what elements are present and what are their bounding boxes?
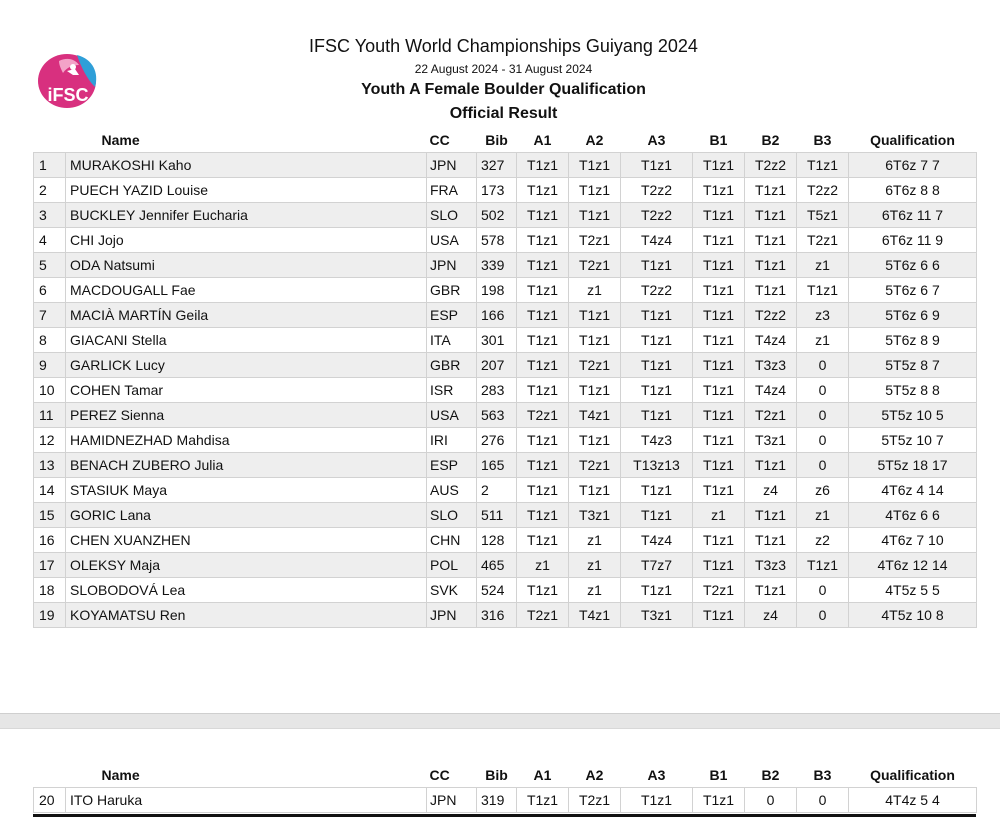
athlete-name: MACIÀ MARTÍN Geila [66, 303, 427, 328]
boulder-b2: T1z1 [745, 278, 797, 303]
boulder-a1: T2z1 [517, 403, 569, 428]
col-b1: B1 [693, 763, 745, 788]
boulder-a1: z1 [517, 553, 569, 578]
boulder-b1: T1z1 [693, 203, 745, 228]
rank-cell: 19 [34, 603, 66, 628]
athlete-name: MURAKOSHI Kaho [66, 153, 427, 178]
boulder-b3: z2 [797, 528, 849, 553]
athlete-name: CHEN XUANZHEN [66, 528, 427, 553]
boulder-b2: T1z1 [745, 228, 797, 253]
boulder-b2: T1z1 [745, 178, 797, 203]
col-cc: CC [427, 128, 477, 153]
boulder-b3: 0 [797, 403, 849, 428]
results-table [33, 128, 977, 628]
boulder-a2: T2z1 [569, 228, 621, 253]
page-separator [0, 713, 1000, 729]
boulder-a1: T1z1 [517, 578, 569, 603]
boulder-a3: T1z1 [621, 253, 693, 278]
country-code: JPN [427, 603, 477, 628]
col-cc: CC [427, 763, 477, 788]
bib-number: 502 [477, 203, 517, 228]
table-row [34, 303, 977, 328]
boulder-a3: T3z1 [621, 603, 693, 628]
country-code: CHN [427, 528, 477, 553]
event-dates: 22 August 2024 - 31 August 2024 [414, 62, 593, 76]
boulder-a1: T1z1 [517, 503, 569, 528]
bib-number: 2 [477, 478, 517, 503]
boulder-a3: T1z1 [621, 378, 693, 403]
col-rank [34, 763, 66, 788]
rank-cell: 3 [34, 203, 66, 228]
table-row [34, 453, 977, 478]
qualification-score: 6T6z 7 7 [849, 153, 977, 178]
boulder-b2: z4 [745, 603, 797, 628]
boulder-b2: T3z3 [745, 553, 797, 578]
athlete-name: BUCKLEY Jennifer Eucharia [66, 203, 427, 228]
athlete-name: GORIC Lana [66, 503, 427, 528]
qualification-score: 5T5z 10 7 [849, 428, 977, 453]
boulder-a3: T1z1 [621, 328, 693, 353]
boulder-b3: 0 [797, 378, 849, 403]
results-table-continued [33, 763, 977, 813]
qualification-score: 5T6z 8 9 [849, 328, 977, 353]
logo-text: iFSC [47, 85, 89, 105]
boulder-a3: T7z7 [621, 553, 693, 578]
qualification-score: 6T6z 11 9 [849, 228, 977, 253]
boulder-b1: T1z1 [693, 403, 745, 428]
boulder-a1: T1z1 [517, 203, 569, 228]
boulder-b1: T1z1 [693, 228, 745, 253]
table-row [34, 503, 977, 528]
boulder-a2: T1z1 [569, 153, 621, 178]
boulder-a1: T1z1 [517, 353, 569, 378]
country-code: JPN [427, 253, 477, 278]
bib-number: 563 [477, 403, 517, 428]
table-header-row [34, 128, 977, 153]
boulder-b3: T1z1 [797, 278, 849, 303]
boulder-a3: T1z1 [621, 788, 693, 813]
table-row [34, 428, 977, 453]
country-code: JPN [427, 153, 477, 178]
rank-cell: 1 [34, 153, 66, 178]
boulder-b3: z6 [797, 478, 849, 503]
boulder-b2: T3z1 [745, 428, 797, 453]
boulder-a1: T1z1 [517, 428, 569, 453]
col-a2: A2 [569, 763, 621, 788]
athlete-name: OLEKSY Maja [66, 553, 427, 578]
boulder-a2: z1 [569, 278, 621, 303]
boulder-a3: T4z4 [621, 228, 693, 253]
country-code: JPN [427, 788, 477, 813]
event-title: IFSC Youth World Championships Guiyang 2024 [309, 36, 698, 56]
boulder-a3: T2z2 [621, 278, 693, 303]
boulder-b3: z1 [797, 503, 849, 528]
rank-cell: 11 [34, 403, 66, 428]
country-code: ESP [427, 453, 477, 478]
boulder-b3: T1z1 [797, 553, 849, 578]
country-code: USA [427, 228, 477, 253]
athlete-name: PEREZ Sienna [66, 403, 427, 428]
col-rank [34, 128, 66, 153]
boulder-a3: T1z1 [621, 503, 693, 528]
boulder-b1: T1z1 [693, 178, 745, 203]
table-row [34, 203, 977, 228]
boulder-b1: T1z1 [693, 478, 745, 503]
boulder-a3: T1z1 [621, 303, 693, 328]
boulder-a2: T2z1 [569, 353, 621, 378]
boulder-a3: T1z1 [621, 403, 693, 428]
col-b3: B3 [797, 128, 849, 153]
col-name: Name [66, 128, 427, 153]
col-a3: A3 [621, 128, 693, 153]
boulder-b3: T5z1 [797, 203, 849, 228]
boulder-b1: T2z1 [693, 578, 745, 603]
boulder-b2: T3z3 [745, 353, 797, 378]
boulder-b3: 0 [797, 788, 849, 813]
bib-number: 173 [477, 178, 517, 203]
country-code: POL [427, 553, 477, 578]
boulder-b2: T1z1 [745, 203, 797, 228]
boulder-b2: T1z1 [745, 253, 797, 278]
rank-cell: 2 [34, 178, 66, 203]
boulder-a2: T1z1 [569, 178, 621, 203]
bib-number: 511 [477, 503, 517, 528]
bib-number: 276 [477, 428, 517, 453]
boulder-b1: T1z1 [693, 428, 745, 453]
boulder-b3: 0 [797, 453, 849, 478]
boulder-a3: T1z1 [621, 353, 693, 378]
page-2 [0, 729, 1000, 819]
athlete-name: STASIUK Maya [66, 478, 427, 503]
boulder-a2: T2z1 [569, 253, 621, 278]
table-row [34, 228, 977, 253]
rank-cell: 15 [34, 503, 66, 528]
qualification-score: 6T6z 8 8 [849, 178, 977, 203]
athlete-name: COHEN Tamar [66, 378, 427, 403]
col-a3: A3 [621, 763, 693, 788]
boulder-a2: T2z1 [569, 788, 621, 813]
table-header-row [34, 763, 977, 788]
result-status: Official Result [449, 105, 558, 122]
boulder-a3: T1z1 [621, 153, 693, 178]
qualification-score: 4T5z 5 5 [849, 578, 977, 603]
country-code: ITA [427, 328, 477, 353]
rank-cell: 13 [34, 453, 66, 478]
athlete-name: ODA Natsumi [66, 253, 427, 278]
bib-number: 465 [477, 553, 517, 578]
table-row [34, 528, 977, 553]
bib-number: 283 [477, 378, 517, 403]
table-row [34, 788, 977, 813]
boulder-b3: z3 [797, 303, 849, 328]
col-b1: B1 [693, 128, 745, 153]
boulder-a2: z1 [569, 578, 621, 603]
qualification-score: 5T6z 6 6 [849, 253, 977, 278]
col-a2: A2 [569, 128, 621, 153]
rank-cell: 4 [34, 228, 66, 253]
qualification-score: 5T5z 8 8 [849, 378, 977, 403]
athlete-name: MACDOUGALL Fae [66, 278, 427, 303]
boulder-b1: T1z1 [693, 353, 745, 378]
boulder-a3: T2z2 [621, 203, 693, 228]
col-bib: Bib [477, 128, 517, 153]
boulder-a3: T1z1 [621, 578, 693, 603]
athlete-name: CHI Jojo [66, 228, 427, 253]
boulder-b2: T1z1 [745, 503, 797, 528]
boulder-b3: T1z1 [797, 153, 849, 178]
boulder-b3: T2z1 [797, 228, 849, 253]
rank-cell: 17 [34, 553, 66, 578]
col-a1: A1 [517, 128, 569, 153]
boulder-a1: T2z1 [517, 603, 569, 628]
boulder-a1: T1z1 [517, 303, 569, 328]
bib-number: 207 [477, 353, 517, 378]
table-row [34, 378, 977, 403]
qualification-score: 5T6z 6 7 [849, 278, 977, 303]
boulder-b2: T1z1 [745, 453, 797, 478]
rank-cell: 9 [34, 353, 66, 378]
boulder-b3: z1 [797, 253, 849, 278]
table-row [34, 578, 977, 603]
country-code: ISR [427, 378, 477, 403]
event-category: Youth A Female Boulder Qualification [361, 81, 646, 98]
qualification-score: 4T4z 5 4 [849, 788, 977, 813]
bib-number: 198 [477, 278, 517, 303]
boulder-a3: T2z2 [621, 178, 693, 203]
col-b2: B2 [745, 763, 797, 788]
qualification-score: 5T5z 8 7 [849, 353, 977, 378]
table-row [34, 178, 977, 203]
qualification-score: 5T5z 10 5 [849, 403, 977, 428]
boulder-b2: z4 [745, 478, 797, 503]
bib-number: 327 [477, 153, 517, 178]
boulder-a3: T4z3 [621, 428, 693, 453]
boulder-b1: z1 [693, 503, 745, 528]
country-code: SLO [427, 503, 477, 528]
boulder-b3: 0 [797, 603, 849, 628]
boulder-a2: T2z1 [569, 453, 621, 478]
col-name: Name [66, 763, 427, 788]
table-row [34, 353, 977, 378]
boulder-b1: T1z1 [693, 378, 745, 403]
country-code: GBR [427, 353, 477, 378]
boulder-a1: T1z1 [517, 228, 569, 253]
table-bottom-rule [33, 814, 976, 817]
boulder-a1: T1z1 [517, 178, 569, 203]
boulder-a2: T4z1 [569, 603, 621, 628]
results-body [34, 788, 977, 813]
athlete-name: BENACH ZUBERO Julia [66, 453, 427, 478]
bib-number: 165 [477, 453, 517, 478]
qualification-score: 4T6z 6 6 [849, 503, 977, 528]
rank-cell: 7 [34, 303, 66, 328]
country-code: SLO [427, 203, 477, 228]
boulder-b1: T1z1 [693, 603, 745, 628]
country-code: FRA [427, 178, 477, 203]
boulder-a1: T1z1 [517, 253, 569, 278]
boulder-b1: T1z1 [693, 553, 745, 578]
boulder-a2: T1z1 [569, 478, 621, 503]
boulder-a3: T4z4 [621, 528, 693, 553]
boulder-a2: T4z1 [569, 403, 621, 428]
col-b2: B2 [745, 128, 797, 153]
boulder-a1: T1z1 [517, 278, 569, 303]
rank-cell: 5 [34, 253, 66, 278]
bib-number: 128 [477, 528, 517, 553]
table-row [34, 328, 977, 353]
boulder-a2: T1z1 [569, 378, 621, 403]
boulder-a1: T1z1 [517, 153, 569, 178]
athlete-name: ITO Haruka [66, 788, 427, 813]
rank-cell: 16 [34, 528, 66, 553]
bib-number: 301 [477, 328, 517, 353]
rank-cell: 12 [34, 428, 66, 453]
boulder-b2: 0 [745, 788, 797, 813]
athlete-name: GIACANI Stella [66, 328, 427, 353]
col-qualification: Qualification [849, 128, 977, 153]
bib-number: 316 [477, 603, 517, 628]
results-body [34, 153, 977, 628]
boulder-b3: T2z2 [797, 178, 849, 203]
table-row [34, 403, 977, 428]
athlete-name: HAMIDNEZHAD Mahdisa [66, 428, 427, 453]
boulder-b1: T1z1 [693, 788, 745, 813]
qualification-score: 4T6z 7 10 [849, 528, 977, 553]
boulder-a1: T1z1 [517, 328, 569, 353]
boulder-b1: T1z1 [693, 278, 745, 303]
country-code: ESP [427, 303, 477, 328]
boulder-a3: T1z1 [621, 478, 693, 503]
rank-cell: 10 [34, 378, 66, 403]
boulder-b1: T1z1 [693, 453, 745, 478]
qualification-score: 4T6z 4 14 [849, 478, 977, 503]
boulder-a1: T1z1 [517, 528, 569, 553]
table-row [34, 278, 977, 303]
boulder-a2: T3z1 [569, 503, 621, 528]
country-code: GBR [427, 278, 477, 303]
rank-cell: 8 [34, 328, 66, 353]
boulder-b2: T2z1 [745, 403, 797, 428]
country-code: USA [427, 403, 477, 428]
country-code: SVK [427, 578, 477, 603]
boulder-b1: T1z1 [693, 528, 745, 553]
boulder-a2: z1 [569, 553, 621, 578]
bib-number: 166 [477, 303, 517, 328]
boulder-b2: T4z4 [745, 328, 797, 353]
table-row [34, 153, 977, 178]
boulder-b3: 0 [797, 578, 849, 603]
boulder-b2: T2z2 [745, 153, 797, 178]
boulder-b1: T1z1 [693, 328, 745, 353]
bib-number: 524 [477, 578, 517, 603]
qualification-score: 4T5z 10 8 [849, 603, 977, 628]
rank-cell: 18 [34, 578, 66, 603]
table-row [34, 603, 977, 628]
country-code: AUS [427, 478, 477, 503]
athlete-name: KOYAMATSU Ren [66, 603, 427, 628]
rank-cell: 6 [34, 278, 66, 303]
boulder-b1: T1z1 [693, 303, 745, 328]
qualification-score: 5T6z 6 9 [849, 303, 977, 328]
boulder-a1: T1z1 [517, 453, 569, 478]
table-row [34, 478, 977, 503]
col-bib: Bib [477, 763, 517, 788]
boulder-b2: T1z1 [745, 578, 797, 603]
qualification-score: 5T5z 18 17 [849, 453, 977, 478]
boulder-b2: T2z2 [745, 303, 797, 328]
athlete-name: PUECH YAZID Louise [66, 178, 427, 203]
bib-number: 339 [477, 253, 517, 278]
boulder-b3: 0 [797, 428, 849, 453]
boulder-b2: T1z1 [745, 528, 797, 553]
qualification-score: 4T6z 12 14 [849, 553, 977, 578]
bib-number: 319 [477, 788, 517, 813]
table-row [34, 253, 977, 278]
bib-number: 578 [477, 228, 517, 253]
boulder-a2: T1z1 [569, 428, 621, 453]
boulder-b1: T1z1 [693, 153, 745, 178]
boulder-a2: T1z1 [569, 328, 621, 353]
boulder-a1: T1z1 [517, 378, 569, 403]
boulder-b2: T4z4 [745, 378, 797, 403]
boulder-a2: T1z1 [569, 303, 621, 328]
boulder-a2: T1z1 [569, 203, 621, 228]
col-b3: B3 [797, 763, 849, 788]
boulder-a1: T1z1 [517, 788, 569, 813]
boulder-b3: 0 [797, 353, 849, 378]
boulder-b3: z1 [797, 328, 849, 353]
qualification-score: 6T6z 11 7 [849, 203, 977, 228]
boulder-b1: T1z1 [693, 253, 745, 278]
col-qualification: Qualification [849, 763, 977, 788]
boulder-a3: T13z13 [621, 453, 693, 478]
boulder-a1: T1z1 [517, 478, 569, 503]
athlete-name: SLOBODOVÁ Lea [66, 578, 427, 603]
table-row [34, 553, 977, 578]
boulder-a2: z1 [569, 528, 621, 553]
col-a1: A1 [517, 763, 569, 788]
athlete-name: GARLICK Lucy [66, 353, 427, 378]
country-code: IRI [427, 428, 477, 453]
rank-cell: 20 [34, 788, 66, 813]
rank-cell: 14 [34, 478, 66, 503]
